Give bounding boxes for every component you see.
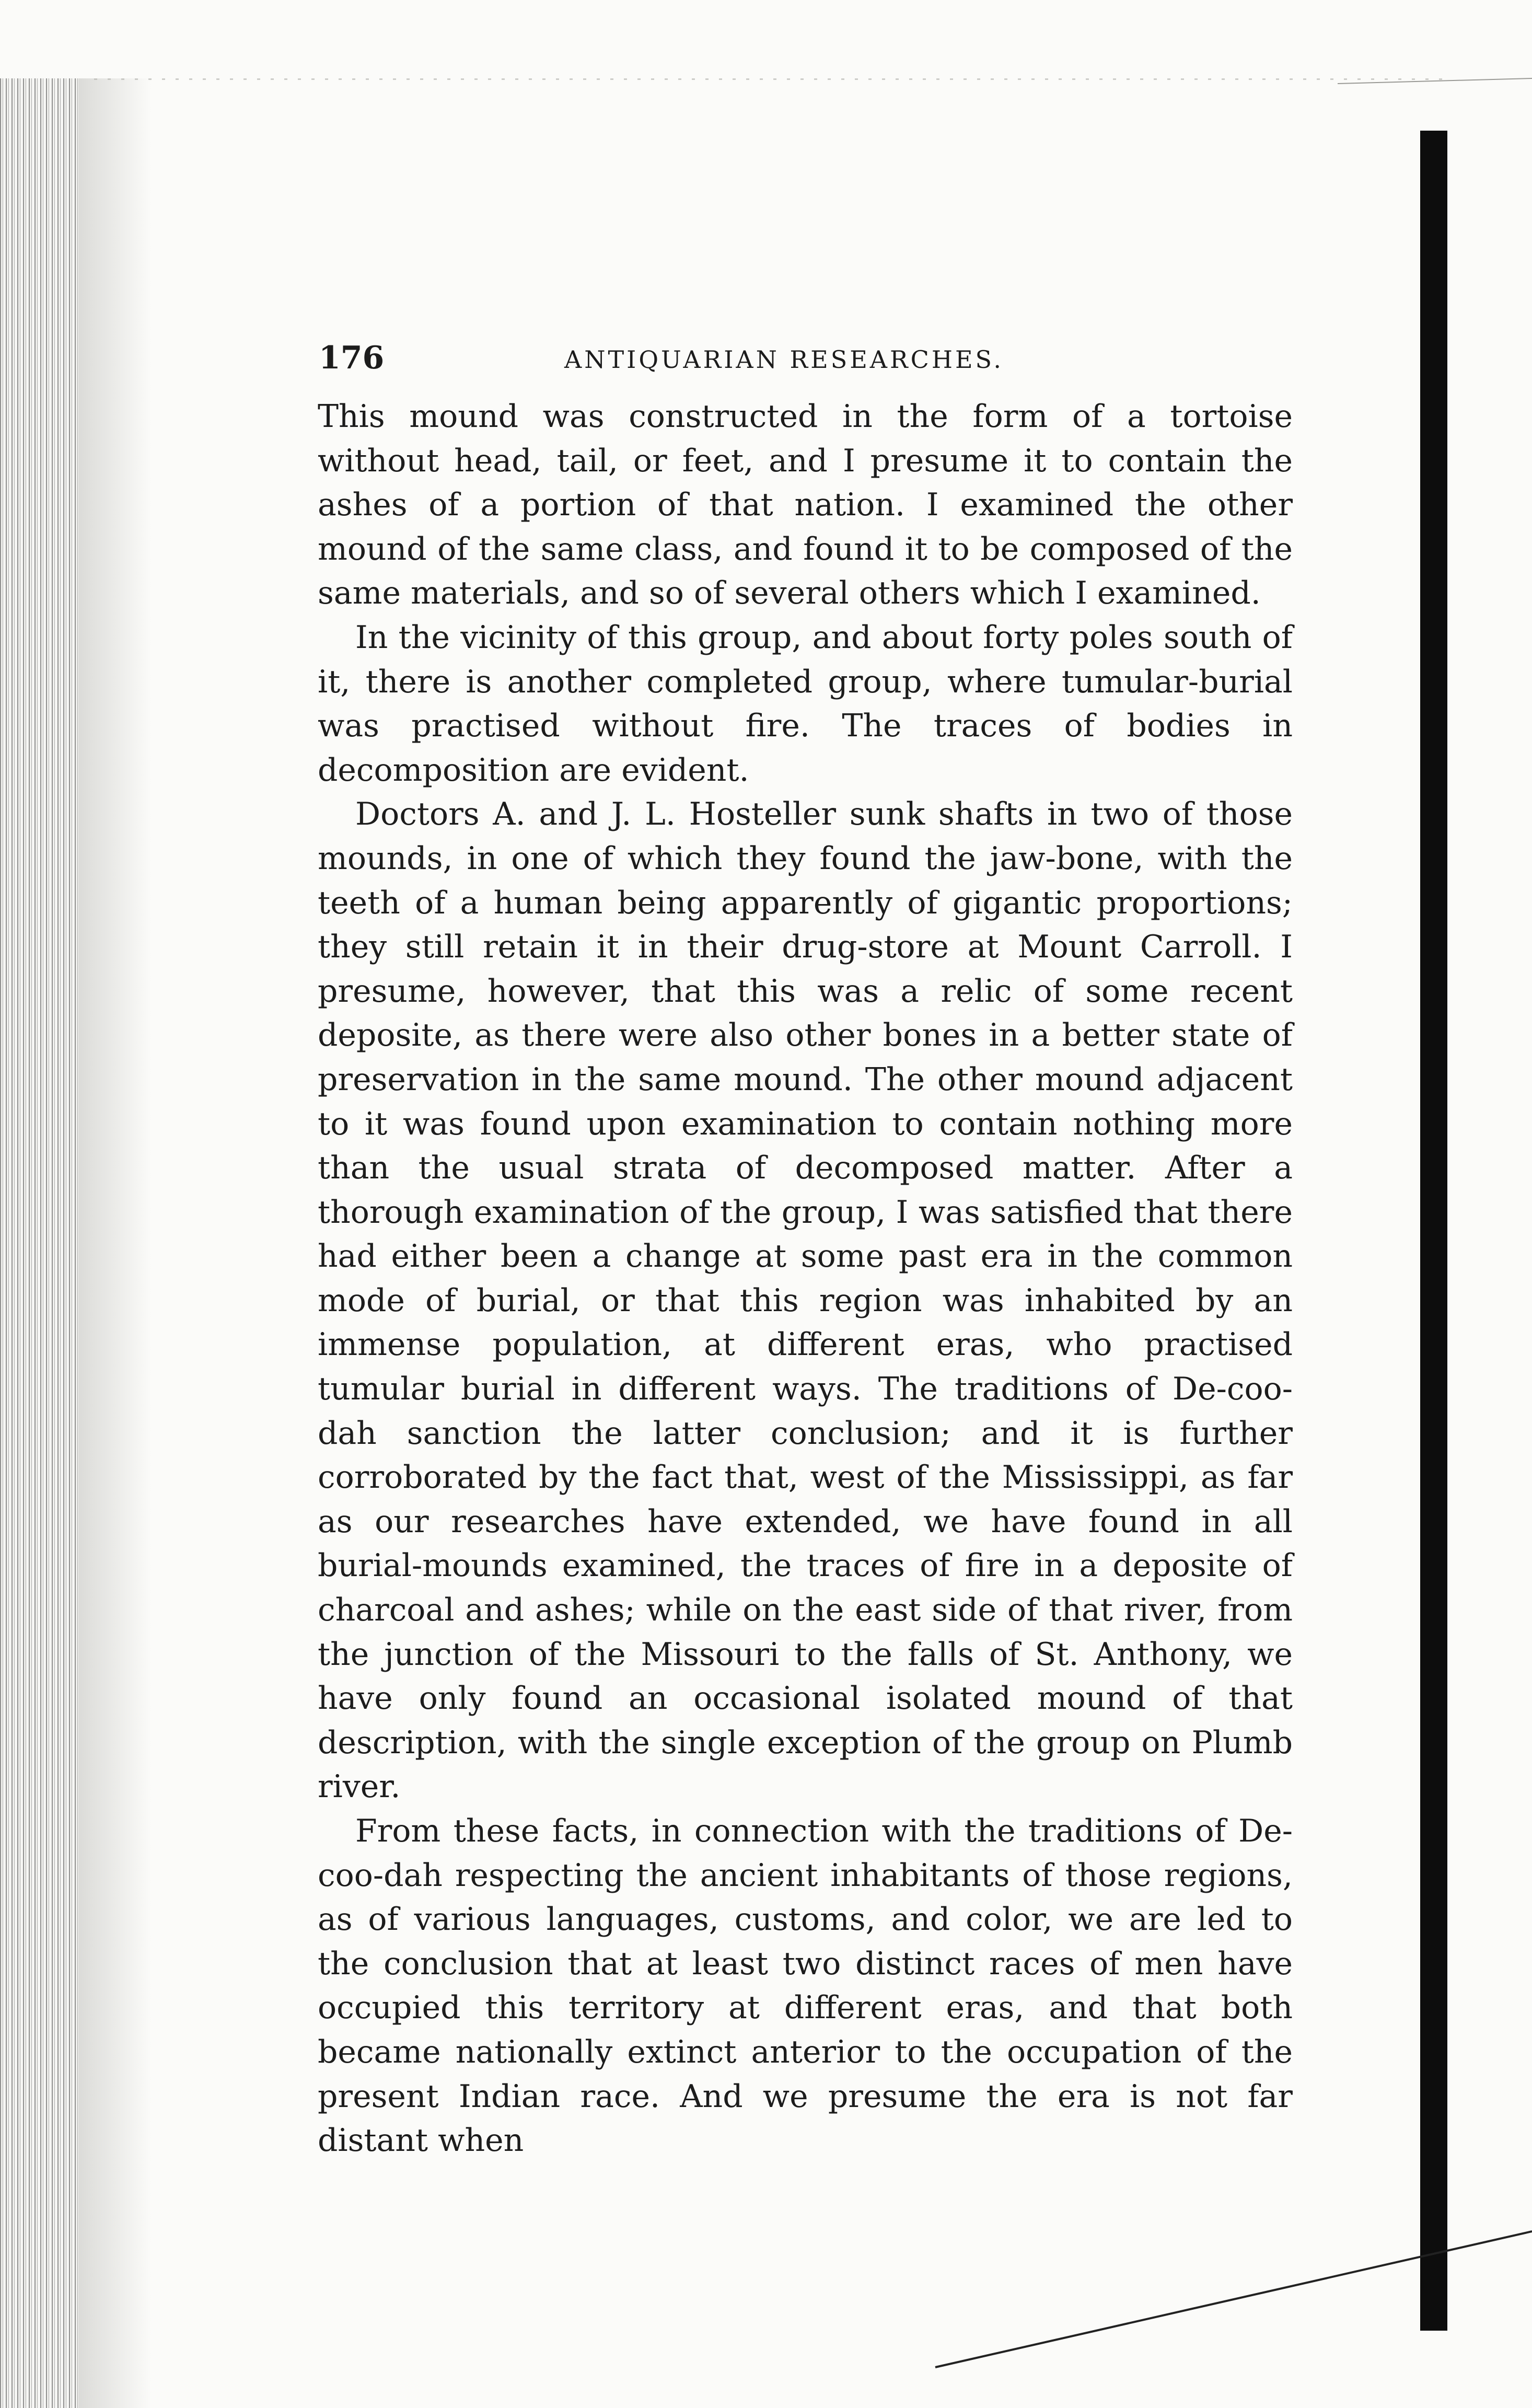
- paragraph-continuation: This mound was constructed in the form of a tortoise without head, tail, or feet, and I presume it to contain the ashes of a portion of that nation. I examined the other mound of the same class, and found it to be composed of the same materials, and so of several others which I examined.: [318, 398, 1293, 612]
- right-edge-bar: [1420, 131, 1447, 2331]
- paragraph: Doctors A. and J. L. Hosteller sunk shafts in two of those mounds, in one of which they found the jaw-bone, with the teeth of a human being apparently of gigantic proportions; they still retain it in their drug-store at Mount Carroll. I presume, however, that this was a relic of some recent deposite, as there were also other bones in a better state of preservation in the same mound. The other mound adjacent to it was found upon examination to contain nothing more than the usual strata of decomposed matter. After a thorough examination of the group, I was satisfied that there had either been a change at some past era in the common mode of burial, or that this region was inhabited by an immense population, at different eras, who practised tumular burial in different ways. The traditions of De-coo-dah sanction the latter conclusion; and it is further corroborated by the fact that, west of the Mississippi, as far as our researches have extended, we have found in all burial-mounds examined, the traces of fire in a deposite of charcoal and ashes; while on the east side of that river, from the junction of the Missouri to the falls of St. Anthony, we have only found an occasional isolated mound of that description, with the single exception of the group on Plumb river.: [318, 796, 1293, 1805]
- page-top-edge: [94, 78, 1453, 80]
- binding-edge: [0, 78, 78, 2408]
- paragraph: From these facts, in connection with the traditions of De-coo-dah respecting the ancient inhabitants of those regions, as of various languages, customs, and color, we are led to the conclusion that at least two distinct races of men have occupied this territory at different eras, and that both became nationally extinct anterior to the occupation of the present Indian race. And we presume the era is not far distant when: [318, 1813, 1293, 2159]
- page-header: [319, 334, 1312, 381]
- running-head: ANTIQUARIAN RESEARCHES.: [564, 345, 1004, 374]
- binding-shadow: [78, 78, 152, 2408]
- page-number: 176: [319, 340, 385, 376]
- body-text: [318, 395, 1293, 2163]
- paragraph: In the vicinity of this group, and about forty poles south of it, there is another completed group, where tumular-burial was practised without fire. The traces of bodies in decomposition are evident.: [318, 619, 1293, 789]
